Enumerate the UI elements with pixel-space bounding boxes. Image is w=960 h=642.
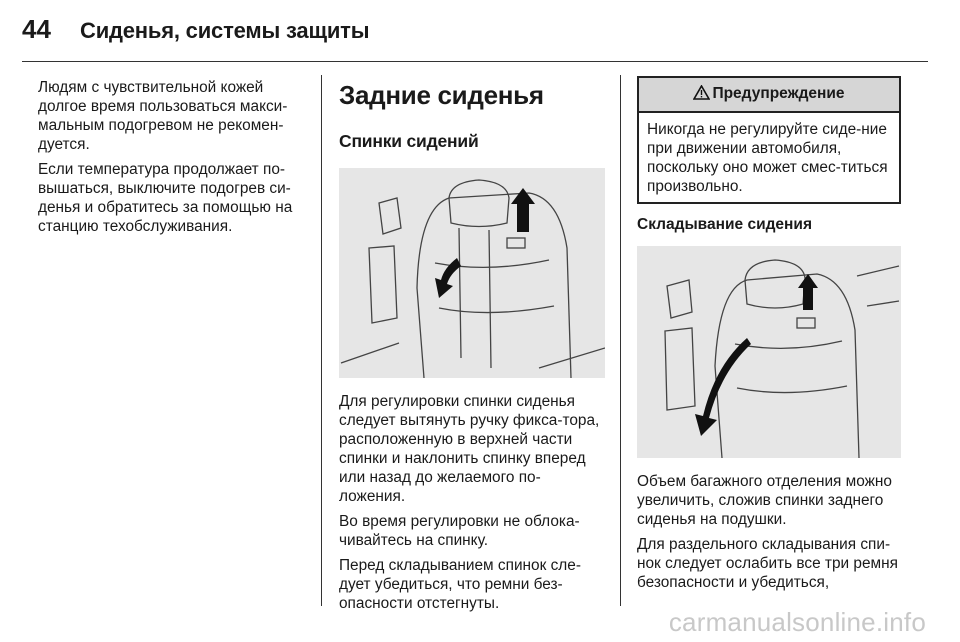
- column-divider: [321, 75, 322, 606]
- page-title: Сиденья, системы защиты: [80, 18, 370, 43]
- left-column: [38, 78, 306, 242]
- seatback-adjust-illustration: [339, 168, 605, 378]
- watermark: carmanualsonline.info: [668, 607, 926, 637]
- folding-seat-drawing: [637, 246, 901, 458]
- middle-column: [339, 78, 605, 619]
- paragraph: Объем багажного отделения можно увеличить, сложив спинки заднего сиденья на подушки.: [637, 473, 892, 528]
- warning-box: [637, 76, 901, 204]
- paragraph: Для раздельного складывания спи-нок следует ослабить все три ремня безопасности и убедиться,: [637, 536, 898, 591]
- column-divider: [620, 75, 621, 606]
- warning-header: [639, 78, 899, 113]
- subsection-heading: Складывание сидения: [637, 216, 812, 233]
- paragraph: Перед складыванием спинок сле-дует убедиться, что ремни без-опасности отстегнуты.: [339, 557, 581, 612]
- paragraph: Для регулировки спинки сиденья следует вытянуть ручку фикса-тора, расположенную в верхней части спинки и наклонить спинку вперед или назад до желаемого по-ложения.: [339, 393, 600, 505]
- paragraph: Если температура продолжает по-вышаться, выключите подогрев си-денья и обратитесь за помощью на станцию техобслуживания.: [38, 161, 293, 235]
- right-column: [637, 78, 901, 598]
- seat-folding-illustration: [637, 246, 901, 458]
- warning-triangle-icon: [693, 85, 710, 105]
- section-heading: Задние сиденья: [339, 80, 544, 110]
- warning-text: Никогда не регулируйте сиде-ние при движении автомобиля, поскольку оно может смес-титься произвольно.: [647, 121, 888, 195]
- page-number: 44: [22, 14, 51, 44]
- paragraph: Во время регулировки не облока-чивайтесь на спинку.: [339, 513, 580, 549]
- warning-title: Предупреждение: [712, 85, 845, 102]
- paragraph: Людям с чувствительной кожей долгое время пользоваться макси-мальным подогревом не рекомен-дуется.: [38, 79, 288, 153]
- subsection-heading: Спинки сидений: [339, 131, 479, 151]
- rear-seat-drawing: [339, 168, 605, 378]
- page-header: [22, 14, 369, 48]
- header-rule: [22, 61, 928, 62]
